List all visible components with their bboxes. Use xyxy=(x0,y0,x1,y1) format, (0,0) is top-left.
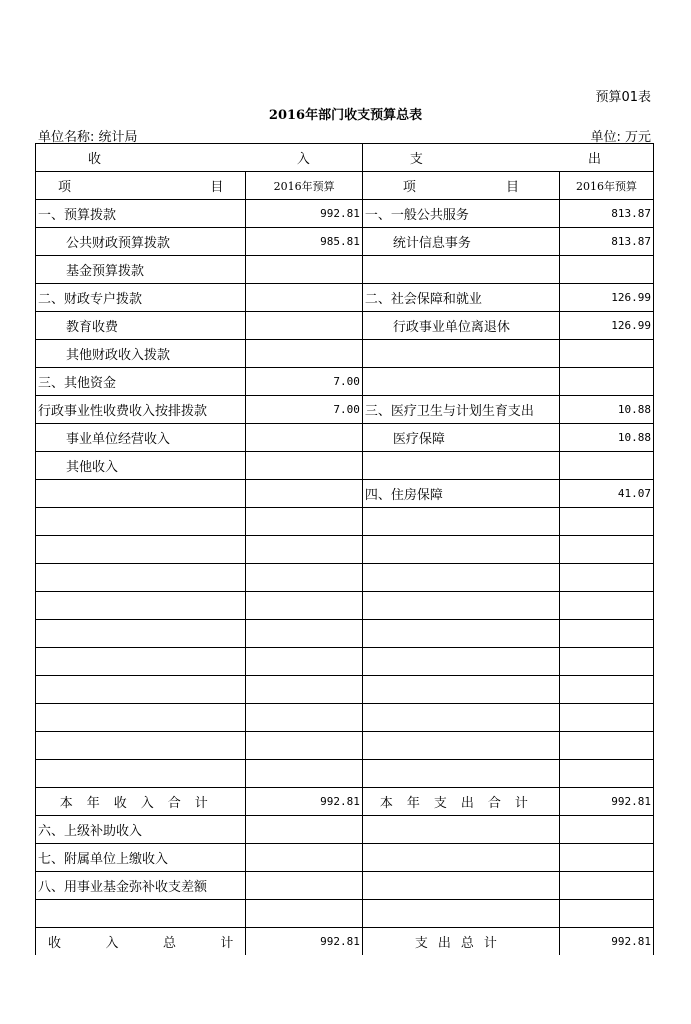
expense-item xyxy=(362,368,559,396)
header-row-section xyxy=(36,144,654,172)
income-item: 行政事业性收费收入按排拨款 xyxy=(36,396,246,424)
grand-total-row xyxy=(36,928,654,956)
income-item: 教育收费 xyxy=(36,312,246,340)
income-value: 985.81 xyxy=(246,228,362,256)
expense-item xyxy=(362,256,559,284)
income-item: 公共财政预算拨款 xyxy=(36,228,246,256)
table-row xyxy=(36,312,654,340)
income-item: 其他财政收入拨款 xyxy=(36,340,246,368)
expense-budget-header: 2016年预算 xyxy=(560,172,654,200)
expense-header-left: 支 xyxy=(409,152,423,167)
table-row xyxy=(36,872,654,900)
expense-value: 813.87 xyxy=(560,200,654,228)
income-value xyxy=(246,452,362,480)
income-item xyxy=(36,480,246,508)
item-header-right: 目 xyxy=(505,180,519,195)
income-item: 六、上级补助收入 xyxy=(36,816,246,844)
income-item: 八、用事业基金弥补收支差额 xyxy=(36,872,246,900)
expense-item: 四、住房保障 xyxy=(362,480,559,508)
empty-row xyxy=(36,900,654,928)
income-item: 基金预算拨款 xyxy=(36,256,246,284)
expense-value: 10.88 xyxy=(560,424,654,452)
expense-grand-total-text: 支出总计 xyxy=(414,936,507,951)
expense-value: 126.99 xyxy=(560,312,654,340)
expense-value xyxy=(560,340,654,368)
table-row xyxy=(36,368,654,396)
income-value xyxy=(246,480,362,508)
income-grand-total-char: 入 xyxy=(105,936,119,951)
income-item: 二、财政专户拨款 xyxy=(36,284,246,312)
income-value: 7.00 xyxy=(246,396,362,424)
income-grand-total-char: 计 xyxy=(220,936,234,951)
expense-value: 10.88 xyxy=(560,396,654,424)
empty-row xyxy=(36,732,654,760)
expense-value xyxy=(560,368,654,396)
expense-grand-total-label xyxy=(362,928,559,956)
expense-item-header xyxy=(362,172,559,200)
table-row xyxy=(36,228,654,256)
expense-value xyxy=(560,452,654,480)
table-row xyxy=(36,816,654,844)
income-grand-total-value: 992.81 xyxy=(246,928,362,956)
empty-row xyxy=(36,508,654,536)
income-value xyxy=(246,424,362,452)
item-header-left: 项 xyxy=(402,180,416,195)
form-number: 预算01表 xyxy=(595,90,651,105)
income-item-header xyxy=(36,172,246,200)
table-row xyxy=(36,424,654,452)
expense-section-header xyxy=(362,144,653,172)
income-header-right: 入 xyxy=(296,152,310,167)
year-expense-total-text: 本年支出合计 xyxy=(379,796,542,811)
expense-value: 126.99 xyxy=(560,284,654,312)
year-expense-total-value: 992.81 xyxy=(560,788,654,816)
expense-value: 41.07 xyxy=(560,480,654,508)
empty-row xyxy=(36,564,654,592)
income-value xyxy=(246,312,362,340)
expense-grand-total-value: 992.81 xyxy=(560,928,654,956)
income-value xyxy=(246,340,362,368)
income-value: 992.81 xyxy=(246,200,362,228)
year-income-total-text: 本年收入合计 xyxy=(59,796,222,811)
empty-row xyxy=(36,648,654,676)
expense-item: 一、一般公共服务 xyxy=(362,200,559,228)
table-row xyxy=(36,452,654,480)
expense-item xyxy=(362,452,559,480)
income-item: 其他收入 xyxy=(36,452,246,480)
budget-table xyxy=(35,143,654,955)
income-item: 事业单位经营收入 xyxy=(36,424,246,452)
income-item: 三、其他资金 xyxy=(36,368,246,396)
year-income-total-value: 992.81 xyxy=(246,788,362,816)
income-grand-total-char: 总 xyxy=(162,936,176,951)
income-value xyxy=(246,256,362,284)
table-row xyxy=(36,284,654,312)
unit-name: 单位名称: 统计局 xyxy=(38,130,138,145)
empty-row xyxy=(36,592,654,620)
expense-item: 行政事业单位离退休 xyxy=(362,312,559,340)
income-grand-total-char: 收 xyxy=(48,936,62,951)
income-budget-header: 2016年预算 xyxy=(246,172,362,200)
income-value xyxy=(246,284,362,312)
income-value: 7.00 xyxy=(246,368,362,396)
year-expense-total-label xyxy=(362,788,559,816)
item-header-left: 项 xyxy=(58,180,72,195)
expense-item: 统计信息事务 xyxy=(362,228,559,256)
expense-item xyxy=(362,340,559,368)
expense-value xyxy=(560,256,654,284)
year-income-total-label xyxy=(36,788,246,816)
page-title: 2016年部门收支预算总表 xyxy=(268,108,423,123)
expense-item: 三、医疗卫生与计划生育支出 xyxy=(362,396,559,424)
empty-row xyxy=(36,676,654,704)
empty-row xyxy=(36,760,654,788)
table-row xyxy=(36,480,654,508)
expense-item: 医疗保障 xyxy=(362,424,559,452)
header-row-columns xyxy=(36,172,654,200)
item-header-right: 目 xyxy=(210,180,224,195)
table-row xyxy=(36,396,654,424)
expense-item: 二、社会保障和就业 xyxy=(362,284,559,312)
income-item: 一、预算拨款 xyxy=(36,200,246,228)
empty-row xyxy=(36,704,654,732)
expense-header-right: 出 xyxy=(587,152,601,167)
income-item: 七、附属单位上缴收入 xyxy=(36,844,246,872)
income-section-header xyxy=(36,144,363,172)
year-total-row xyxy=(36,788,654,816)
empty-row xyxy=(36,620,654,648)
income-header-left: 收 xyxy=(88,152,102,167)
empty-row xyxy=(36,536,654,564)
expense-value: 813.87 xyxy=(560,228,654,256)
income-grand-total-label xyxy=(36,928,246,956)
table-row xyxy=(36,844,654,872)
table-row xyxy=(36,340,654,368)
table-row xyxy=(36,256,654,284)
currency-unit: 单位: 万元 xyxy=(590,130,651,145)
table-row xyxy=(36,200,654,228)
